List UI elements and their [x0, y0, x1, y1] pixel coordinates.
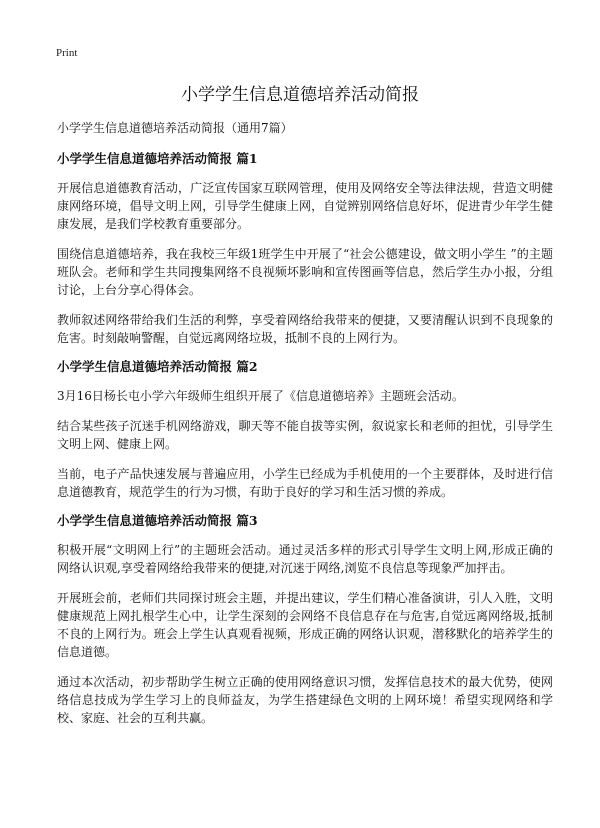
paragraph: 积极开展“文明网上行”的主题班会活动。通过灵活多样的形式引导学生文明上网,形成正确的网络认识观,享受着网络给我带来的便捷,对沉迷于网络,浏览不良信息等现象严加抨击。 — [57, 543, 553, 575]
section-1 — [57, 151, 553, 347]
paragraph: 当前，电子产品快速发展与普遍应用，小学生已经成为手机使用的一个主要群体，及时进行信息道德教育，规范学生的行为习惯，有助于良好的学习和生活习惯的养成。 — [57, 467, 553, 499]
section-2 — [57, 359, 553, 501]
paragraph: 开展信息道德教育活动，广泛宣传国家互联网管理，使用及网络安全等法律法规，营造文明健康网络环境，倡导文明上网，引导学生健康上网，自觉辨别网络信息好坏，促进青少年学生健康发展，是我们学校教育重要部分。 — [57, 181, 553, 231]
paragraph: 结合某些孩子沉迷手机网络游戏，聊天等不能自拔等实例，叙说家长和老师的担忧，引导学生文明上网、健康上网。 — [57, 419, 553, 451]
section-3 — [57, 513, 553, 727]
page-title: 小学学生信息道德培养活动简报 — [181, 85, 419, 105]
paragraph: 教师叙述网络带给我们生活的利弊，享受着网络给我带来的便捷，又要清醒认识到不良现象的危害。时刻敲响警醒，自觉远离网络垃圾，抵制不良的上网行为。 — [57, 313, 553, 345]
document-subtitle: 小学学生信息道德培养活动简报（通用7篇） — [57, 121, 293, 135]
section-heading: 小学学生信息道德培养活动简报 篇2 — [57, 359, 258, 374]
section-heading: 小学学生信息道德培养活动简报 篇1 — [57, 151, 258, 166]
paragraph: 围绕信息道德培养，我在我校三年级1班学生中开展了“社会公德建设，做文明小学生 ”的主题班队会。老师和学生共同搜集网络不良视频坏影响和宣传图画等信息，然后学生办小报，分组讨论，上台分享心得体会。 — [57, 247, 553, 297]
print-link[interactable]: Print — [56, 47, 78, 59]
paragraph: 通过本次活动，初步帮助学生树立正确的使用网络意识习惯，发挥信息技术的最大优势，使网络信息技成为学生学习上的良师益友，为学生搭建绿色文明的上网环境！希望实现网络和学校、家庭、社会的互利共赢。 — [57, 675, 553, 725]
document-body — [57, 120, 553, 739]
paragraph: 开展班会前，老师们共同探讨班会主题，并提出建议，学生们精心准备演讲，引人入胜，文明健康规范上网扎根学生心中，让学生深刻的会网络不良信息存在与危害,自觉远离网络圾,抵制不良的上网行为。班会上学生认真观看视频，形成正确的网络认识观，潜移默化的培养学生的信息道德。 — [57, 591, 553, 659]
section-heading: 小学学生信息道德培养活动简报 篇3 — [57, 513, 258, 528]
paragraph: 3月16日杨长屯小学六年级师生组织开展了《信息道德培养》主题班会活动。 — [57, 389, 464, 403]
